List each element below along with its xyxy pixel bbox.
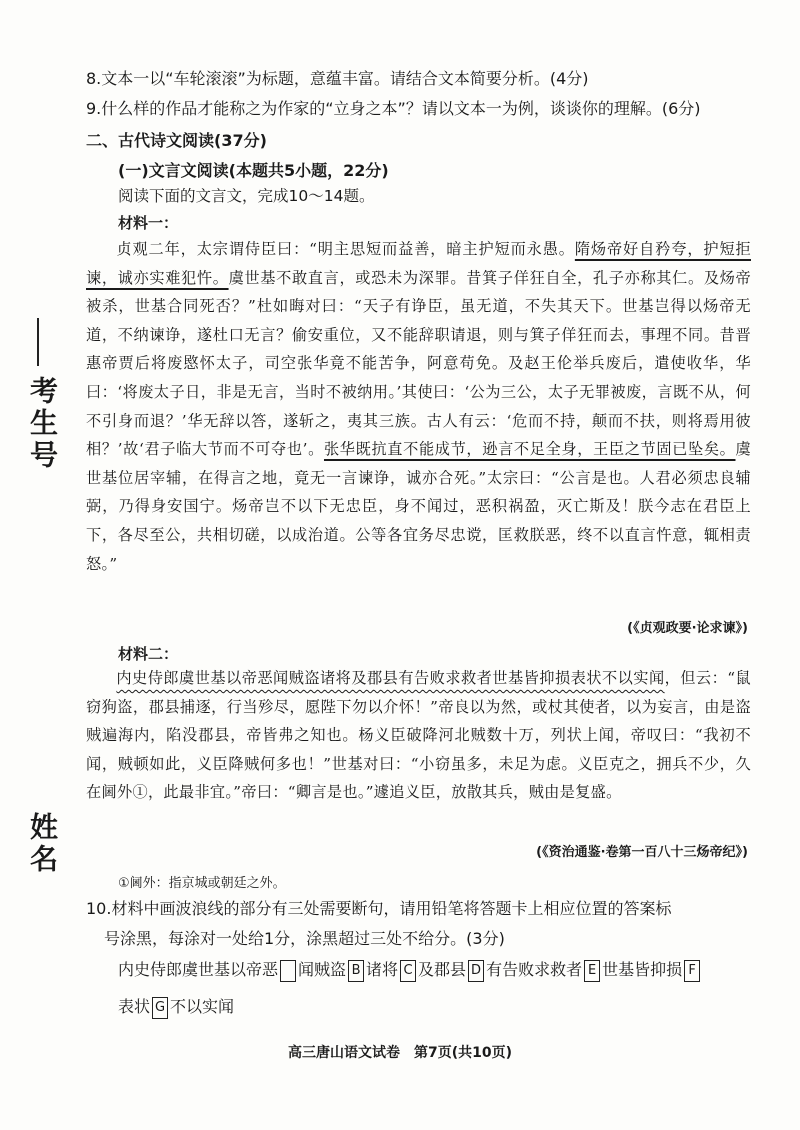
question-9: 9.什么样的作品才能称之为作家的“立身之本”？请以文本一为例，谈谈你的理解。(6分) — [86, 99, 701, 118]
option-box-d[interactable]: D — [468, 960, 484, 982]
seg-8: 不以实闻 — [170, 997, 235, 1016]
name-label: 姓名 — [26, 812, 59, 876]
option-box-f[interactable]: F — [684, 960, 700, 982]
material-2-source: (《资治通鉴·卷第一百八十三炀帝纪》) — [536, 845, 748, 860]
footnote: ①阃外：指京城或朝廷之外。 — [118, 876, 286, 891]
section-title: 二、古代诗文阅读(37分) — [86, 131, 267, 150]
option-box-c[interactable]: C — [400, 960, 416, 982]
seg-2: 闻贼盗 — [298, 960, 347, 979]
exam-number-line — [37, 318, 39, 366]
seg-7: 表状 — [118, 997, 151, 1016]
question-8: 8.文本一以“车轮滚滚”为标题，意蕴丰富。请结合文本简要分析。(4分) — [86, 69, 589, 88]
seg-1: 内史侍郎虞世基以帝恶 — [118, 960, 279, 979]
material-1-source: (《贞观政要·论求谏》) — [627, 621, 748, 636]
option-box-b[interactable]: B — [348, 960, 364, 982]
m1-underline-1: 隋炀帝好自矜夸，护短拒谏，诚亦实难犯忤。 — [86, 240, 751, 287]
question-10-line-1: 10.材料中画波浪线的部分有三处需要断句，请用铅笔将答题卡上相应位置的答案标 — [86, 899, 672, 918]
question-10-line-2: 号涂黑，每涂对一处给1分，涂黑超过三处不给分。(3分) — [104, 929, 505, 948]
instruction: 阅读下面的文言文，完成10～14题。 — [118, 187, 375, 205]
m2-wavy-segment: 内史侍郎虞世基以帝恶闻贼盗诸将及郡县有告败求救者世基皆抑损表状不以实闻 — [116, 669, 665, 687]
m1-underline-2: 张华既抗直不能成节，逊言不足全身，王臣之节固已坠矣。 — [323, 440, 736, 459]
subsection-title: (一)文言文阅读(本题共5小题，22分) — [118, 161, 389, 180]
page-footer: 高三唐山语文试卷 第7页(共10页) — [287, 1045, 513, 1061]
m1-text-1: 贞观二年，太宗谓侍臣曰：“明主思短而益善，暗主护短而永愚。 — [116, 240, 575, 258]
option-box-a[interactable] — [280, 960, 296, 982]
option-box-g[interactable]: G — [152, 997, 168, 1019]
material-1-passage — [86, 235, 751, 578]
exam-number-label: 考生号 — [26, 376, 59, 472]
material-1-label: 材料一： — [118, 214, 179, 232]
m1-text-3: 虞世基位居宰辅，在得言之地，竟无一言谏诤，诚亦合死。”太宗曰：“公言是也。人君必须忠良辅弼，乃得身安国宁。炀帝岂不以下无忠臣，身不闻过，恶积祸盈，灭亡斯及！朕今志在君臣上下，各尽至公，共相切磋，以成治道。公等各宜务尽忠谠，匡救朕恶，终不以直言忤意，辄相责怒。” — [86, 440, 751, 573]
seg-6: 世基皆抑损 — [602, 960, 683, 979]
material-2-label: 材料二： — [118, 645, 179, 663]
seg-4: 及郡县 — [418, 960, 467, 979]
option-box-e[interactable]: E — [584, 960, 600, 982]
answer-options-line-1 — [118, 955, 702, 985]
seg-5: 有告败求救者 — [486, 960, 583, 979]
m2-text: ，但云：“鼠窃狗盗，郡县捕逐，行当殄尽，愿陛下勿以介怀！”帝良以为然，或杖其使者，以为妄言，由是盗贼遍海内，陷没郡县，帝皆弗之知也。杨义臣破降河北贼数十万，列状上闻，帝叹曰：“我初不闻，贼顿如此，义臣降贼何多也！”世基对曰：“小窃虽多，未足为虑。义臣克之，拥兵不少，久在阃外①，此最非宜。”帝曰：“卿言是也。”遽追义臣，放散其兵，贼由是复盛。 — [86, 669, 751, 802]
seg-3: 诸将 — [366, 960, 399, 979]
material-2-passage — [86, 664, 751, 807]
m1-text-2: 虞世基不敢直言，或恐未为深罪。昔箕子佯狂自全，孔子亦称其仁。及炀帝被杀，世基合同死否？”杜如晦对曰：“天子有诤臣，虽无道，不失其天下。世基岂得以炀帝无道，不纳谏诤，遂杜口无言？偷安重位，又不能辞职请退，则与箕子佯狂而去，事理不同。昔晋惠帝贾后将废愍怀太子，司空张华竟不能苦争，阿意苟免。及赵王伦举兵废后，遣使收华，华曰：‘将废太子日，非是无言，当时不被纳用。’其使曰：‘公为三公，太子无罪被废，言既不从，何不引身而退？’华无辞以答，遂斩之，夷其三族。古人有云：‘危而不持，颠而不扶，则将焉用彼相？’故‘君子临大节而不可夺也’。 — [86, 268, 751, 459]
answer-options-line-2 — [118, 992, 234, 1022]
